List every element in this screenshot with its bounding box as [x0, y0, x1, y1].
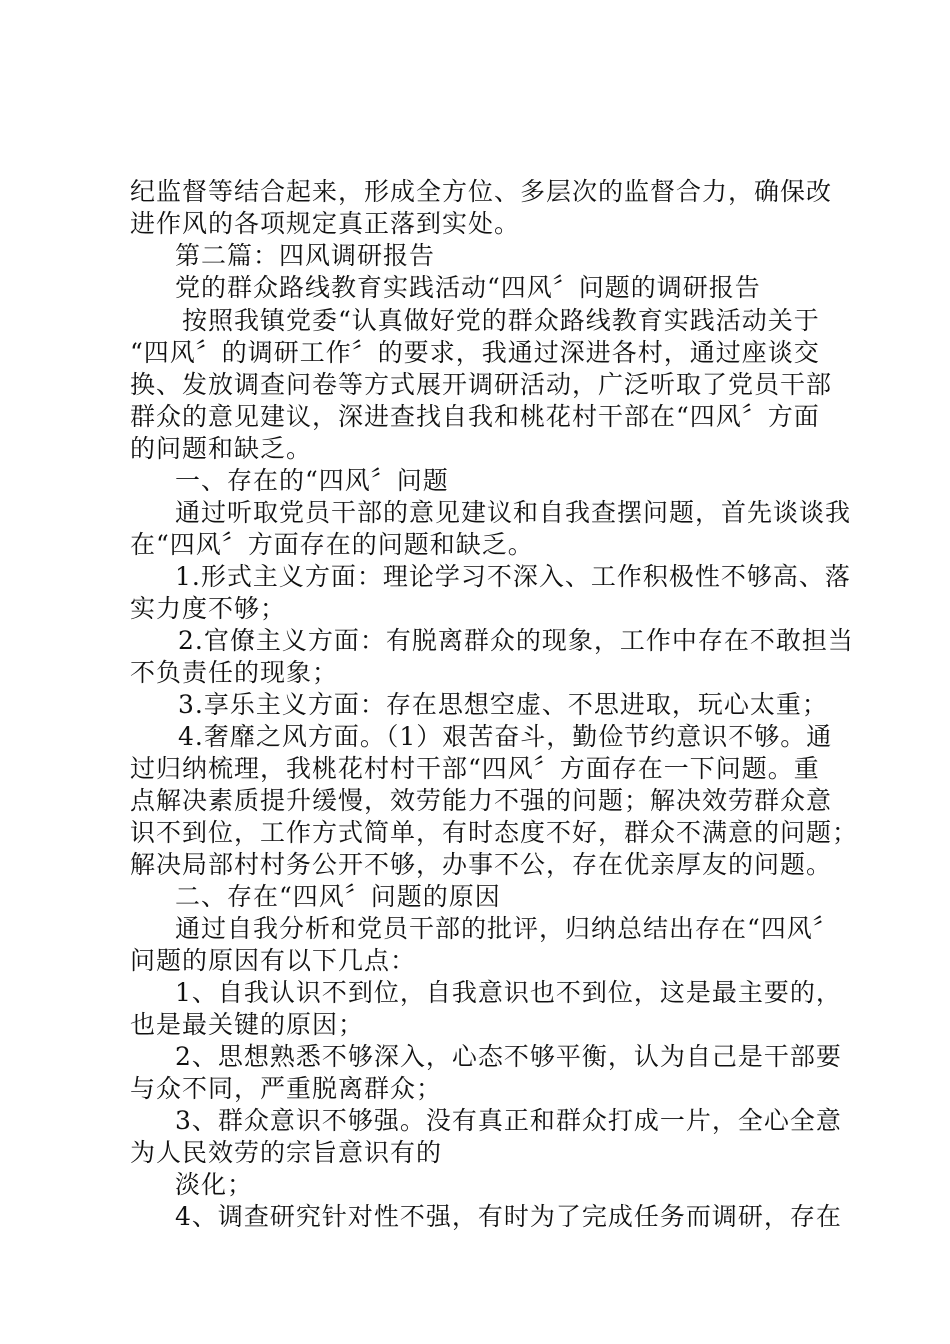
text-line: 按照我镇党委“认真做好党的群众路线教育实践活动关于 [182, 306, 820, 335]
text-line: 群众的意见建议，深进查找自我和桃花村干部在“四风〞方面 [130, 402, 820, 431]
report-title: 党的群众路线教育实践活动“四风〞问题的调研报告 [175, 273, 761, 302]
text-line: 淡化； [175, 1170, 254, 1199]
text-line: 解决局部村村务公开不够，办事不公，存在优亲厚友的问题。 [130, 850, 833, 879]
text-line: “四风〞的调研工作〞的要求，我通过深进各村，通过座谈交 [130, 338, 820, 367]
text-line: 的问题和缺乏。 [130, 434, 313, 463]
text-line: 识不到位，工作方式简单，有时态度不好，群众不满意的问题； [130, 818, 859, 847]
list-item: 2、思想熟悉不够深入，心态不够平衡，认为自己是干部要 [175, 1042, 842, 1071]
text-line: 纪监督等结合起来，形成全方位、多层次的监督合力，确保改 [130, 177, 833, 206]
list-item: 4.奢靡之风方面。（1）艰苦奋斗，勤俭节约意识不够。通 [178, 722, 833, 751]
section-heading: 第二篇：四风调研报告 [175, 241, 436, 270]
subheading: 一、存在的“四风〞问题 [175, 466, 449, 495]
text-line: 通过听取党员干部的意见建议和自我查摆问题，首先谈谈我 [175, 498, 852, 527]
list-item: 1、自我认识不到位，自我意识也不到位，这是最主要的， [175, 978, 842, 1007]
text-line: 换、发放调查问卷等方式展开调研活动，广泛听取了党员干部 [130, 370, 833, 399]
text-line: 也是最关键的原因； [130, 1010, 365, 1039]
text-line: 通过自我分析和党员干部的批评，归纳总结出存在“四风〞 [175, 914, 839, 943]
text-line: 问题的原因有以下几点： [130, 946, 417, 975]
list-item: 3.享乐主义方面：存在思想空虚、不思进取，玩心太重； [178, 690, 828, 719]
list-item: 2.官僚主义方面：有脱离群众的现象，工作中存在不敢担当 [178, 626, 854, 655]
text-line: 过归纳梳理，我桃花村村干部“四风〞方面存在一下问题。重 [130, 754, 820, 783]
list-item: 1.形式主义方面：理论学习不深入、工作积极性不够高、落 [175, 562, 851, 591]
text-line: 不负责任的现象； [130, 658, 339, 687]
subheading: 二、存在“四风〞问题的原因 [175, 882, 501, 911]
text-line: 在“四风〞方面存在的问题和缺乏。 [130, 530, 534, 559]
text-line: 点解决素质提升缓慢，效劳能力不强的问题；解决效劳群众意 [130, 786, 833, 815]
text-line: 进作风的各项规定真正落到实处。 [130, 209, 521, 238]
list-item: 4、调查研究针对性不强，有时为了完成任务而调研，存在 [175, 1202, 842, 1231]
list-item: 3、群众意识不够强。没有真正和群众打成一片，全心全意 [175, 1106, 842, 1135]
text-line: 为人民效劳的宗旨意识有的 [130, 1138, 443, 1167]
text-line: 与众不同，严重脱离群众； [130, 1074, 443, 1103]
text-line: 实力度不够； [130, 594, 287, 623]
